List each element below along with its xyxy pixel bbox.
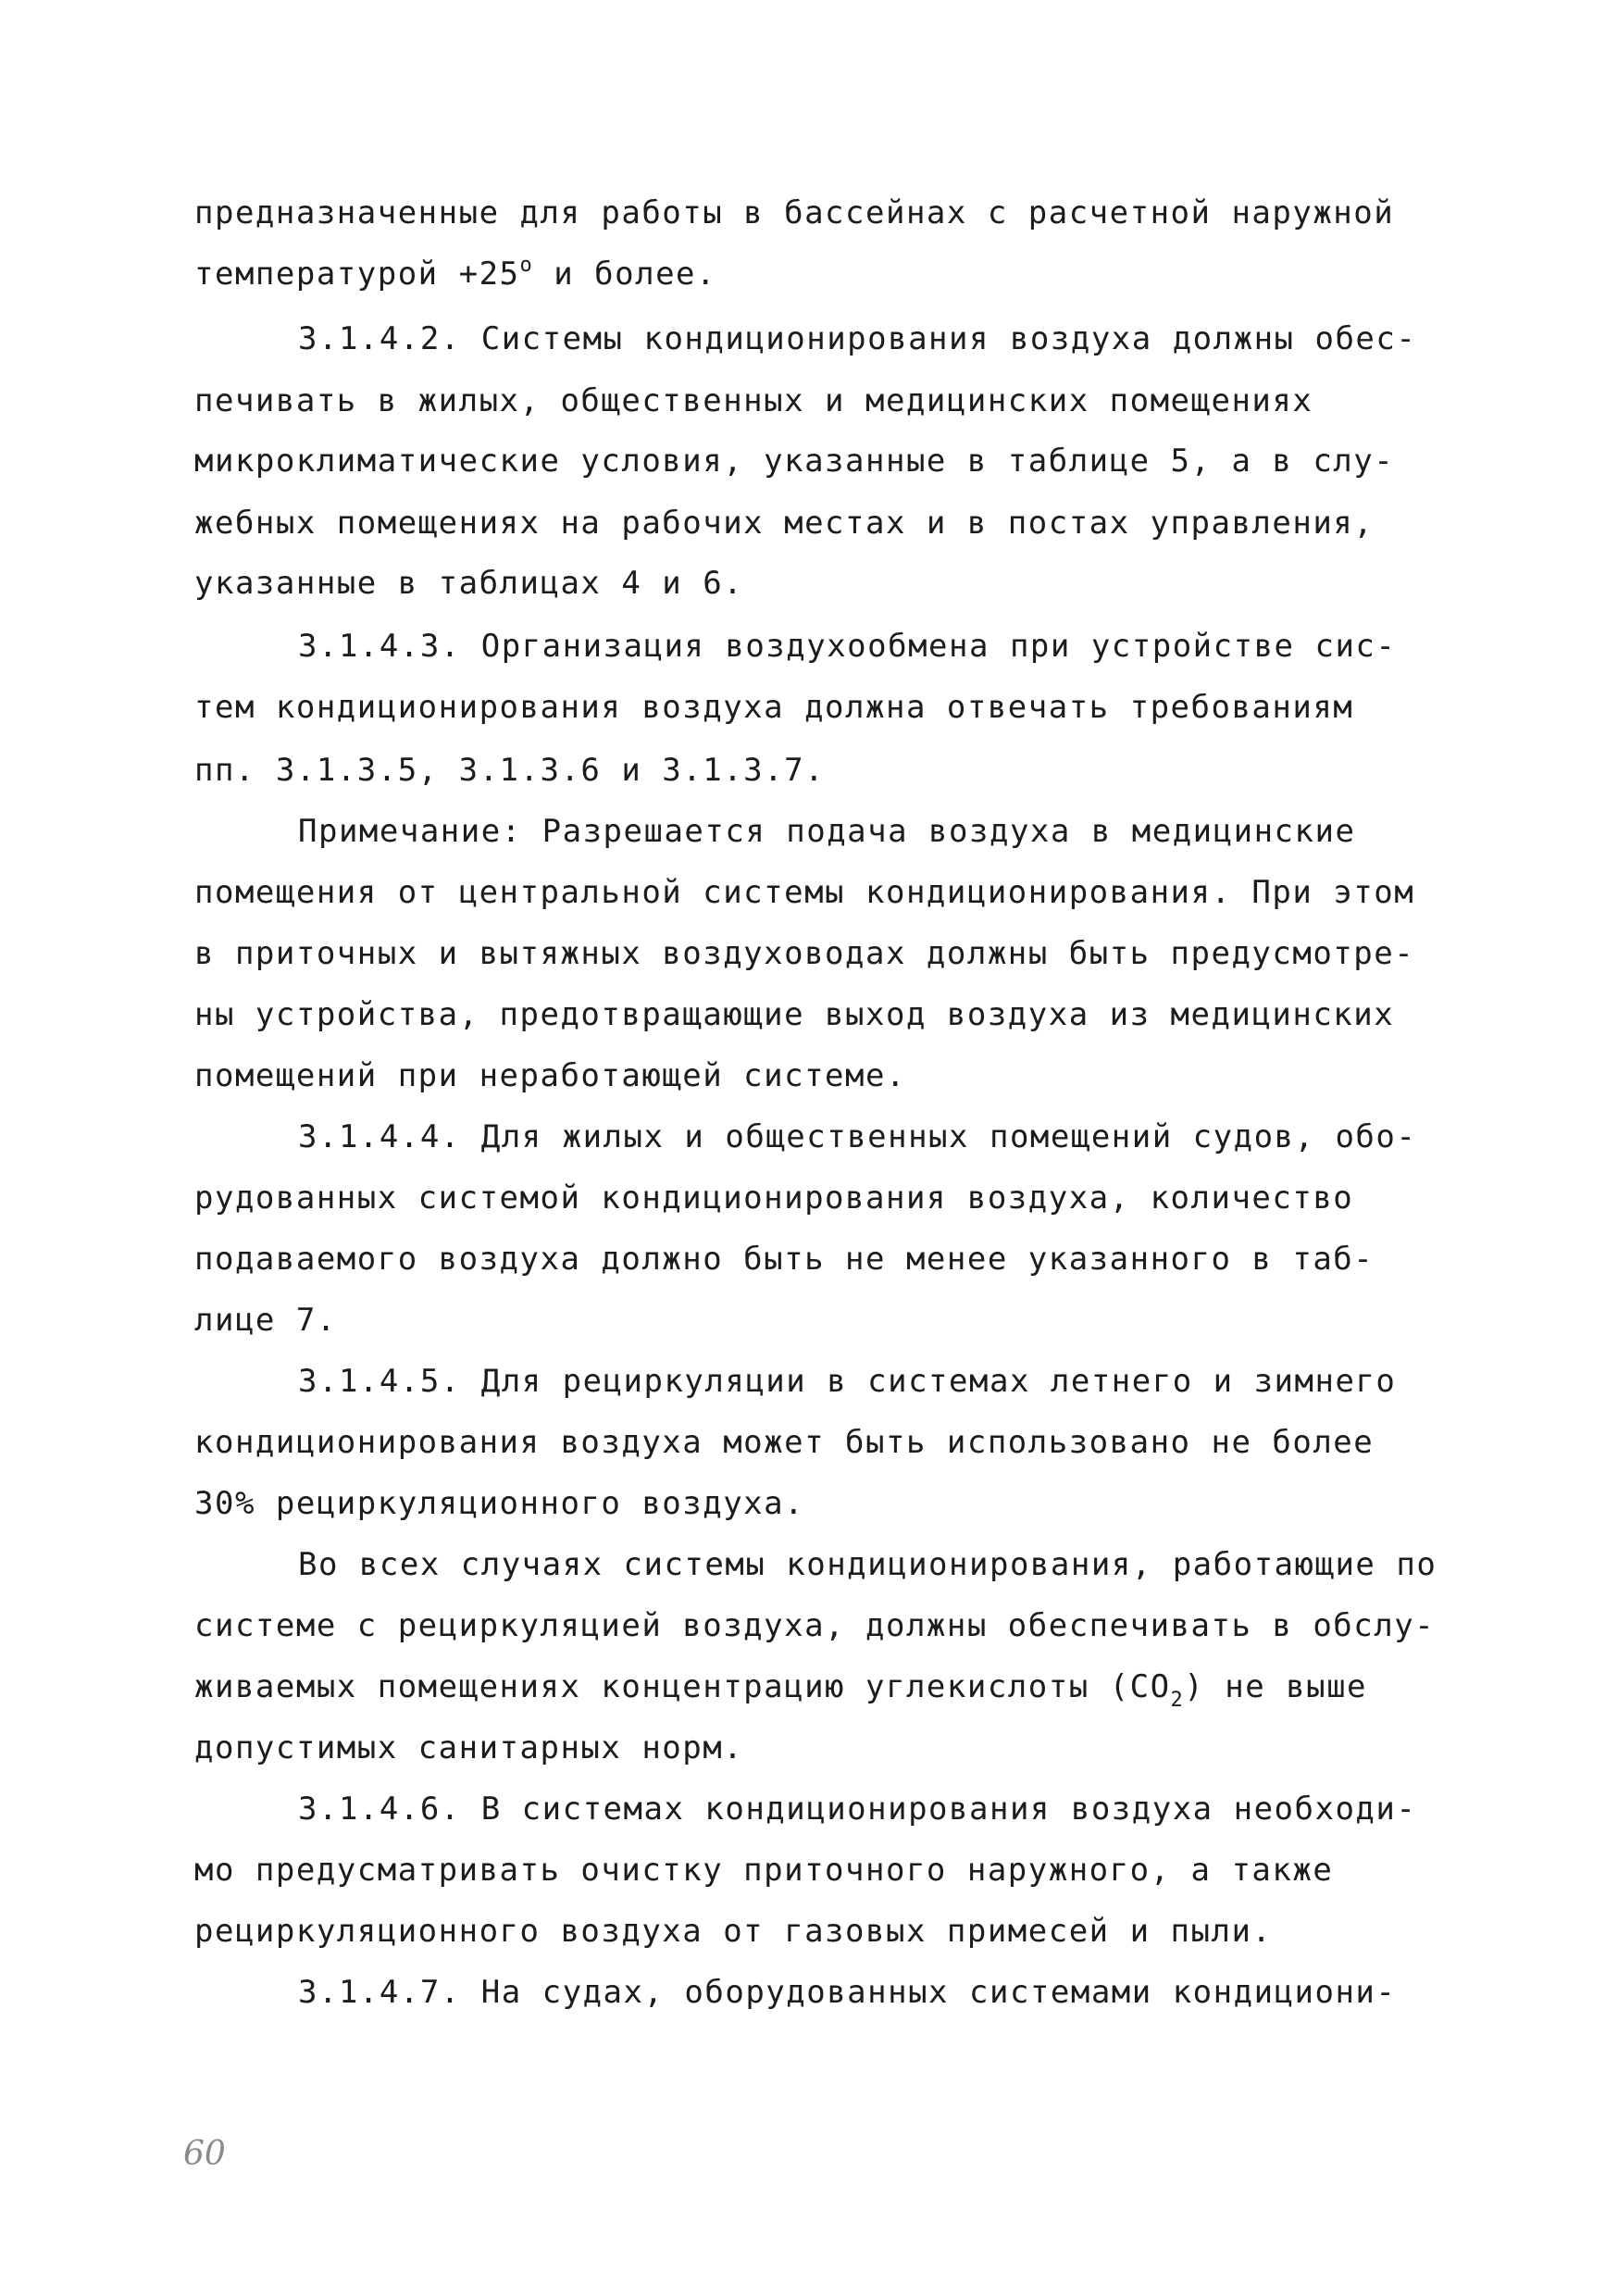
text-line: тем кондиционирования воздуха должна отвечать требованиям xyxy=(194,689,1354,726)
text-line: системе с рециркуляцией воздуха, должны обеспечивать в обслу- xyxy=(194,1607,1436,1644)
section-heading-line: 3.1.4.6. В системах кондиционирования воздуха необходи- xyxy=(298,1791,1417,1828)
section-heading-line: 3.1.4.3. Организация воздухообмена при устройстве сис- xyxy=(298,628,1397,665)
text-fragment: температурой +25 xyxy=(194,256,520,293)
text-line: помещений при неработающей системе. xyxy=(194,1057,906,1094)
section-heading-line: 3.1.4.4. Для жилых и общественных помещений судов, обо- xyxy=(298,1118,1417,1155)
text-line: в приточных и вытяжных воздуховодах должны быть предусмотре- xyxy=(194,935,1415,972)
text-line: печивать в жилых, общественных и медицинских помещениях xyxy=(194,382,1313,419)
section-heading-line: 3.1.4.5. Для рециркуляции в системах летнего и зимнего xyxy=(298,1363,1397,1400)
text-line: пп. 3.1.3.5, 3.1.3.6 и 3.1.3.7. xyxy=(194,752,826,789)
text-line: рециркуляционного воздуха от газовых примесей и пыли. xyxy=(194,1913,1273,1950)
text-line: подаваемого воздуха должно быть не менее указанного в таб- xyxy=(194,1241,1375,1278)
text-line xyxy=(194,256,716,297)
note-line: Примечание: Разрешается подача воздуха в медицинские xyxy=(298,813,1356,850)
text-line: ны устройства, предотвращающие выход воздуха из медицинских xyxy=(194,996,1395,1033)
text-line: кондиционирования воздуха может быть использовано не более xyxy=(194,1424,1375,1461)
paragraph-line: Во всех случаях системы кондиционирования, работающие по xyxy=(298,1546,1438,1583)
section-heading-line: 3.1.4.2. Системы кондиционирования воздуха должны обес- xyxy=(298,320,1417,357)
text-line: предназначенные для работы в бассейнах с расчетной наружной xyxy=(194,194,1395,231)
text-fragment: ) не выше xyxy=(1184,1668,1368,1705)
text-line: жебных помещениях на рабочих местах и в постах управления, xyxy=(194,505,1375,542)
text-fragment: живаемых помещениях концентрацию углекислоты (СО xyxy=(194,1668,1171,1705)
text-line: мо предусматривать очистку приточного наружного, а также xyxy=(194,1852,1334,1889)
page-number: 60 xyxy=(183,2135,226,2173)
co2-subscript: 2 xyxy=(1170,1689,1185,1712)
text-line: рудованных системой кондиционирования воздуха, количество xyxy=(194,1179,1354,1217)
text-fragment: и более. xyxy=(533,256,716,293)
degree-superscript: о xyxy=(519,254,534,277)
text-line: допустимых санитарных норм. xyxy=(194,1729,744,1766)
text-line: указанные в таблицах 4 и 6. xyxy=(194,565,744,602)
section-heading-line: 3.1.4.7. На судах, оборудованных системами кондициони- xyxy=(298,1974,1397,2011)
text-line: 30% рециркуляционного воздуха. xyxy=(194,1485,805,1522)
text-line: микроклиматические условия, указанные в таблице 5, а в слу- xyxy=(194,443,1395,480)
text-line: помещения от центральной системы кондиционирования. При этом xyxy=(194,874,1415,911)
text-line: лице 7. xyxy=(194,1302,337,1339)
text-line xyxy=(194,1668,1367,1710)
